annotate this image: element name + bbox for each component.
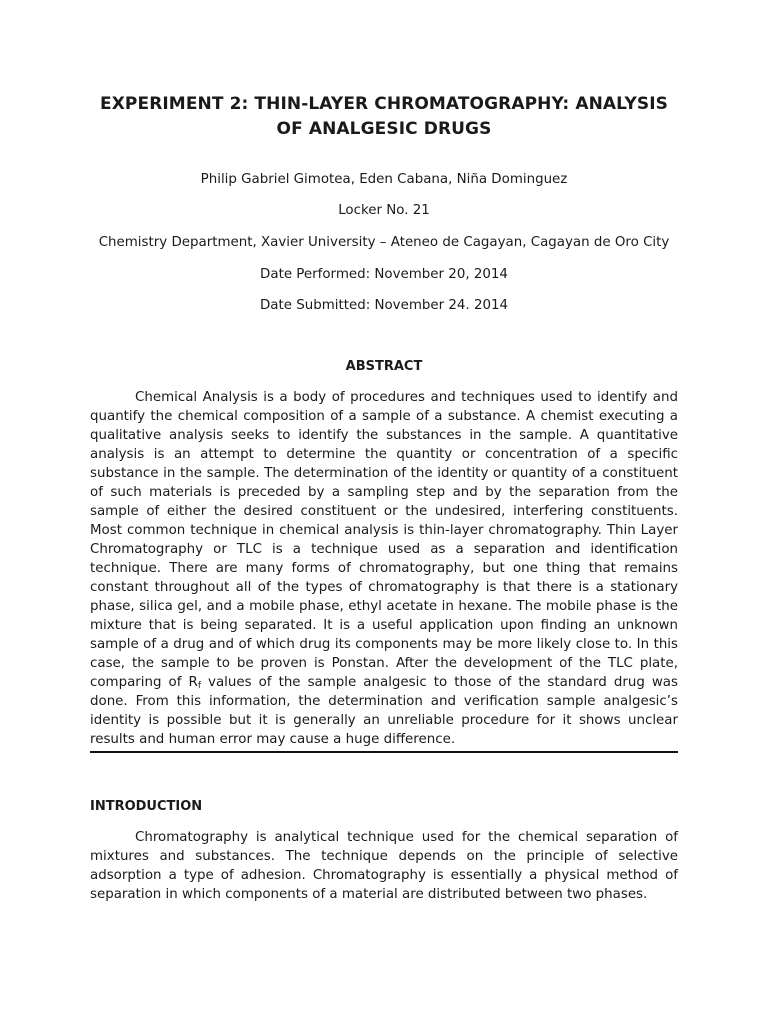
abstract-divider <box>90 751 678 753</box>
paper-page <box>90 0 678 904</box>
rf-subscript: f <box>197 681 201 691</box>
date-submitted: Date Submitted: November 24. 2014 <box>259 298 509 313</box>
authors: Philip Gabriel Gimotea, Eden Cabana, Niña Dominguez <box>200 172 568 187</box>
date-performed: Date Performed: November 20, 2014 <box>260 267 508 282</box>
affiliation: Chemistry Department, Xavier University – Ateneo de Cagayan, Cagayan de Oro City <box>98 235 670 250</box>
paper-title: EXPERIMENT 2: THIN-LAYER CHROMATOGRAPHY: ANALYSIS OF ANALGESIC DRUGS <box>100 94 668 139</box>
abstract-text-part1: Chemical Analysis is a body of procedures and techniques used to identify and quantify the chemical composition of a sample of a substance. A chemist executing a qualitative analysis seeks to identify the substances in the sample. A quantitative analysis is an attempt to determine the quantity or concentration of a specific substance in the sample. The determination of the identity or quantity of a constituent of such materials is preceded by a sampling step and by the separation from the sample of either the desired constituent or the undesired, interfering constituents. Most common technique in chemical analysis is thin-layer chromatography. Thin Layer Chromatography or TLC is a technique used as a separation and identification technique. There are many forms of chromatography, but one thing that remains constant throughout all of the types of chromatography is that there is a stationary phase, silica gel, and a mobile phase, ethyl acetate in hexane. The mobile phase is the mixture that is being separated. It is a useful application upon finding an unknown sample of a drug and of which drug its components may be more likely close to. In this case, the sample to be proven is Ponstan. After the development of the TLC plate, comparing of R <box>90 390 678 690</box>
locker-number: Locker No. 21 <box>338 203 430 218</box>
introduction-text: Chromatography is analytical technique used for the chemical separation of mixtures and substances. The technique depends on the principle of selective adsorption a type of adhesion. Chromatography is essentially a physical method of separation in which components of a material are distributed between two phases. <box>90 830 678 902</box>
abstract-heading: ABSTRACT <box>345 359 423 374</box>
abstract-text <box>90 388 678 749</box>
abstract-text-part2: values of the sample analgesic to those of the standard drug was done. From this information, the determination and verification sample analgesic’s identity is possible but it is generally an unreliable procedure for it shows unclear results and human error may cause a huge difference. <box>90 675 678 747</box>
introduction-heading: INTRODUCTION <box>90 799 203 814</box>
